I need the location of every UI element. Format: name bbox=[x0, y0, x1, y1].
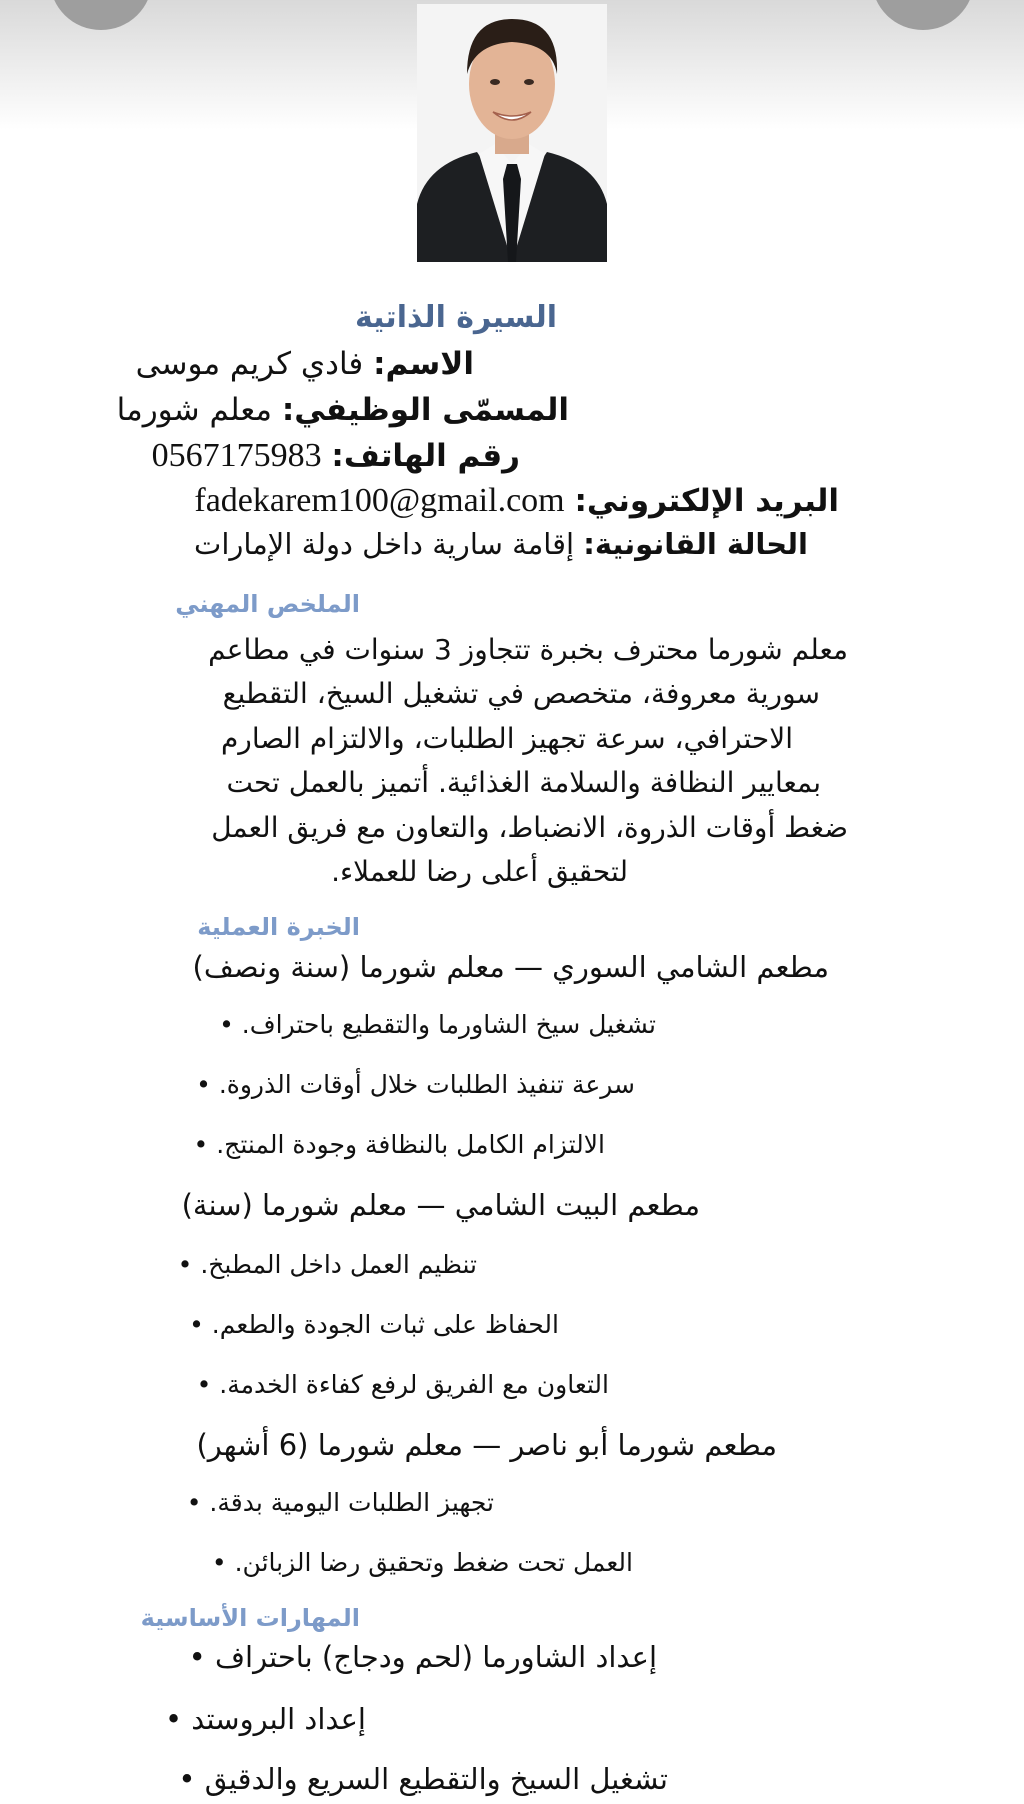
summary-line: لتحقيق أعلى رضا للعملاء. bbox=[331, 855, 628, 889]
experience-bullet bbox=[178, 1250, 477, 1279]
phone-row bbox=[152, 437, 520, 475]
email-row bbox=[194, 482, 839, 520]
bullet-dot: • bbox=[219, 1010, 234, 1039]
bullet-dot: • bbox=[186, 1488, 202, 1517]
skills-heading: المهارات الأساسية bbox=[140, 1604, 360, 1632]
phone-label: رقم الهاتف: bbox=[331, 438, 520, 474]
bullet-text: سرعة تنفيذ الطلبات خلال أوقات الذروة. bbox=[218, 1070, 635, 1099]
summary-line: معلم شورما محترف بخبرة تتجاوز 3 سنوات في مطاعم bbox=[208, 633, 848, 666]
bullet-dot: • bbox=[211, 1548, 227, 1577]
legal-status-value: إقامة سارية داخل دولة الإمارات bbox=[194, 527, 575, 561]
summary-line: سورية معروفة، متخصص في تشغيل السيخ، التقطيع bbox=[222, 677, 820, 711]
job-title-3: مطعم شورما أبو ناصر — معلم شورما (6 أشهر) bbox=[196, 1428, 777, 1462]
experience-bullet bbox=[189, 1310, 559, 1339]
experience-bullet bbox=[212, 1548, 633, 1577]
experience-bullet bbox=[196, 1070, 635, 1099]
bullet-dot: • bbox=[177, 1250, 193, 1279]
name-label: الاسم: bbox=[373, 346, 474, 382]
bullet-dot: • bbox=[164, 1702, 183, 1736]
job-title-row bbox=[117, 392, 569, 428]
job-title-1: مطعم الشامي السوري — معلم شورما (سنة ونصف) bbox=[192, 950, 829, 984]
name-row bbox=[136, 346, 474, 382]
skill-item bbox=[178, 1762, 668, 1796]
name-value: فادي كريم موسى bbox=[135, 346, 364, 382]
job-title-2: مطعم البيت الشامي — معلم شورما (سنة) bbox=[181, 1188, 700, 1222]
bullet-text: تجهيز الطلبات اليومية بدقة. bbox=[209, 1488, 494, 1517]
bullet-text: تشغيل سيخ الشاورما والتقطيع باحتراف. bbox=[241, 1010, 656, 1039]
skill-text: إعداد الشاورما (لحم ودجاج) باحتراف bbox=[215, 1640, 657, 1674]
bullet-dot: • bbox=[189, 1310, 204, 1339]
bullet-dot: • bbox=[193, 1130, 209, 1159]
job-title-label: المسمّى الوظيفي: bbox=[281, 392, 569, 428]
bullet-text: العمل تحت ضغط وتحقيق رضا الزبائن. bbox=[234, 1548, 633, 1577]
experience-bullet bbox=[187, 1488, 494, 1517]
summary-heading: الملخص المهني bbox=[175, 590, 360, 618]
bullet-text: الحفاظ على ثبات الجودة والطعم. bbox=[211, 1310, 559, 1339]
cv-title: السيرة الذاتية bbox=[354, 300, 557, 335]
bullet-text: تنظيم العمل داخل المطبخ. bbox=[200, 1250, 477, 1279]
skill-item bbox=[165, 1702, 366, 1736]
bullet-text: التعاون مع الفريق لرفع كفاءة الخدمة. bbox=[219, 1370, 609, 1399]
bullet-text: الالتزام الكامل بالنظافة وجودة المنتج. bbox=[216, 1130, 605, 1159]
summary-line: بمعايير النظافة والسلامة الغذائية. أتميز بالعمل تحت bbox=[226, 766, 821, 800]
bullet-dot: • bbox=[178, 1762, 196, 1796]
skill-text: إعداد البروستد bbox=[191, 1702, 366, 1736]
phone-value: 0567175983 bbox=[151, 437, 322, 474]
bullet-dot: • bbox=[196, 1370, 212, 1399]
bullet-dot: • bbox=[188, 1640, 206, 1674]
experience-bullet bbox=[197, 1370, 609, 1399]
summary-line: الاحترافي، سرعة تجهيز الطلبات، والالتزام الصارم bbox=[220, 721, 793, 755]
skill-text: تشغيل السيخ والتقطيع السريع والدقيق bbox=[204, 1762, 668, 1796]
email-value[interactable]: fadekarem100@gmail.com bbox=[194, 482, 565, 519]
summary-line: ضغط أوقات الذروة، الانضباط، والتعاون مع فريق العمل bbox=[211, 810, 848, 844]
job-title-value: معلم شورما bbox=[116, 392, 272, 428]
bullet-dot: • bbox=[196, 1070, 211, 1099]
experience-bullet bbox=[219, 1010, 656, 1039]
profile-photo bbox=[417, 4, 607, 262]
experience-heading: الخبرة العملية bbox=[197, 913, 360, 941]
experience-bullet bbox=[194, 1130, 605, 1159]
legal-status-row bbox=[194, 527, 808, 561]
email-label: البريد الإلكتروني: bbox=[574, 483, 839, 519]
summary-paragraph bbox=[148, 628, 848, 894]
skill-item bbox=[189, 1640, 657, 1674]
legal-status-label: الحالة القانونية: bbox=[583, 527, 808, 561]
